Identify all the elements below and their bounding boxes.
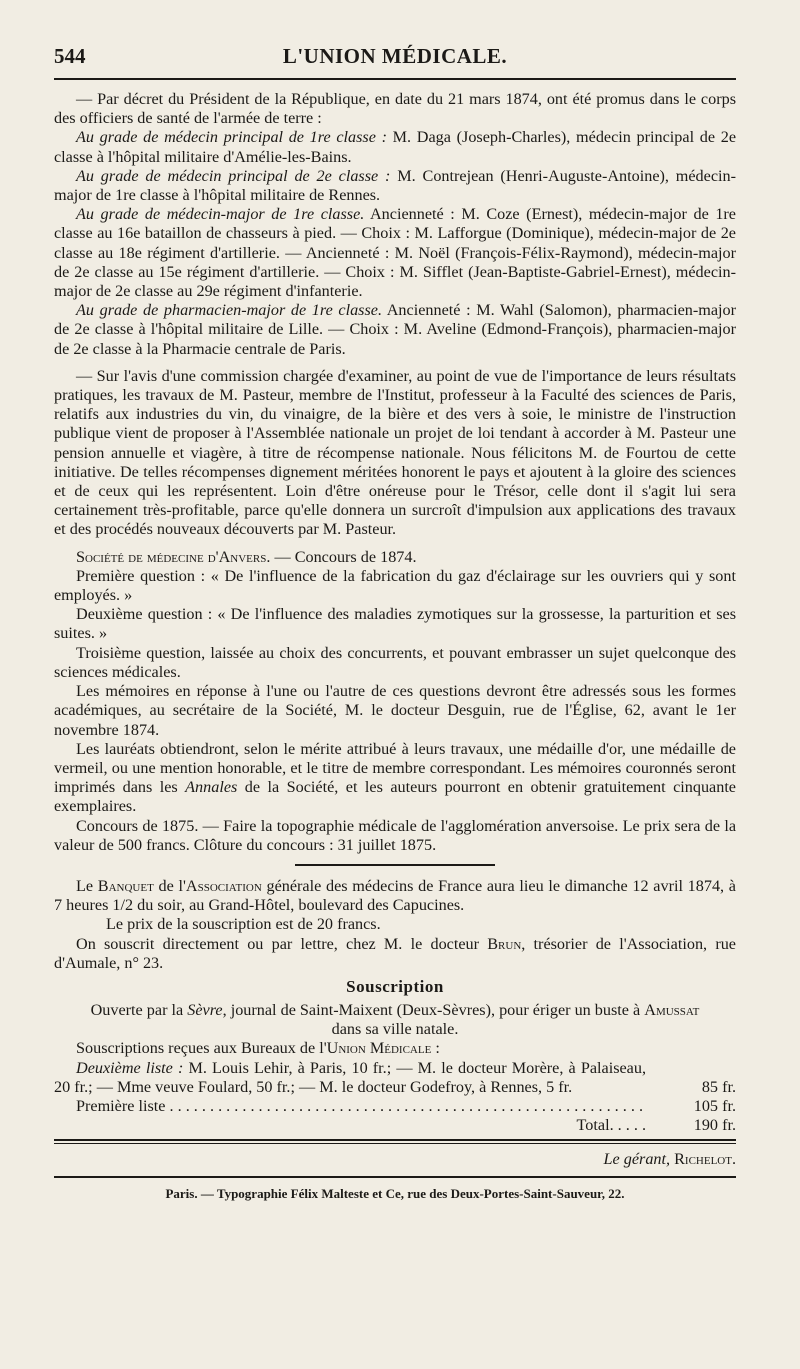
running-head bbox=[54, 44, 736, 70]
received-text: : bbox=[431, 1039, 440, 1058]
decree-paragraph bbox=[54, 205, 736, 301]
decree-grade-text: M. Contrejean (Henri-Auguste-Antoine), médecin-major de 1re classe à l'hôpital militaire de Rennes. bbox=[54, 166, 736, 205]
printer-imprint: Paris. — Typographie Félix Malteste et Ce, rue des Deux-Portes-Saint-Sauveur, 22. bbox=[165, 1185, 625, 1201]
treasurer-name: Brun bbox=[487, 934, 522, 953]
section-divider bbox=[295, 864, 495, 866]
laureates-paragraph bbox=[54, 740, 736, 817]
journal-title: L'UNION MÉDICALE. bbox=[282, 44, 508, 68]
footer-rule bbox=[54, 1176, 736, 1178]
memoirs-paragraph: Les mémoires en réponse à l'une ou l'autre de ces questions devront être adressés sous les formes académiques, au secrétaire de la Société, M. le docteur Desguin, rue de l'Église, 62, avant le 1er novembre 1874. bbox=[54, 682, 736, 739]
decree-grade-label: Au grade de médecin principal de 1re classe : bbox=[76, 128, 387, 147]
banquet-subscribe bbox=[54, 935, 736, 973]
open-text: dans sa ville natale. bbox=[331, 1020, 459, 1039]
decree-intro: — Par décret du Président de la République, en date du 21 mars 1874, ont été promus dans le corps des officiers de santé de l'armée de terre : bbox=[54, 90, 736, 128]
signature bbox=[54, 1150, 736, 1169]
second-list-donors: M. Louis Lehir, à Paris, 10 fr.; — M. le docteur Morère, à Palaiseau, 20 fr.; — Mme veuve Foulard, 50 fr.; — M. le docteur Godefroy, à Rennes, 5 fr. bbox=[54, 1058, 647, 1096]
second-list-label: Deuxième liste : bbox=[76, 1058, 184, 1077]
banquet-word: Banquet bbox=[97, 876, 154, 895]
total-row bbox=[54, 1116, 736, 1135]
laureates-text: de la Société, et les auteurs pourront en obtenir gratuitement cinquante exemplaires. bbox=[54, 778, 736, 816]
question-3: Troisième question, laissée au choix des concurrents, et pouvant embrasser un sujet quelconque des sciences médicales. bbox=[54, 643, 736, 681]
total-amount: 190 fr. bbox=[693, 1116, 736, 1135]
laureates-text: Les lauréats obtiendront, selon le mérite attribué à leurs travaux, une médaille d'or, une médaille de vermeil, ou une mention honorable, et le titre de membre correspondant. Les mémoires couronnés seront imprimés dans les bbox=[54, 739, 736, 797]
decree-grade-label: Au grade de médecin principal de 2e classe : bbox=[76, 166, 391, 185]
banquet-text: générale des médecins de France aura lieu le dimanche 12 avril 1874, à 7 heures 1/2 du soir, au Grand-Hôtel, boulevard des Capucines. bbox=[54, 876, 736, 915]
second-list bbox=[54, 1059, 736, 1097]
gerant-label: Le gérant, bbox=[603, 1150, 671, 1169]
header-rule bbox=[54, 78, 736, 80]
banquet-text: Le bbox=[76, 876, 98, 895]
total-dots: . . . . . bbox=[609, 1116, 646, 1135]
closing-rule bbox=[54, 1139, 736, 1144]
anvers-heading bbox=[54, 548, 736, 567]
pasteur-paragraph: — Sur l'avis d'une commission chargée d'examiner, au point de vue de l'importance de leurs résultats pratiques, les travaux de M. Pasteur, membre de l'Institut, professeur à la Faculté des sciences de Paris, relatifs aux industries du vin, du vinaigre, de la bière et des vers à soie, le ministre de l'instruction publique vient de proposer à l'Assemblée nationale un projet de loi tendant à accorder à M. Pasteur une pension annuelle et viagère, à titre de récompense nationale. Nous félicitons M. de Fourtou de cette initiative. De telles récompenses dignement méritées honorent le pays et ajoutent à la gloire des sciences et de ceux qui les représentent. Loin d'être onéreuse pour le Trésor, celle dont il s'agit lui sera certainement très-profitable, parce qu'elle donnera un surcroît d'impulsion aux applications des travaux et des procédés nouveaux découverts par M. Pasteur. bbox=[54, 366, 736, 539]
banquet-price: Le prix de la souscription est de 20 francs. bbox=[106, 915, 381, 934]
open-text: Ouverte par la bbox=[90, 1000, 188, 1019]
first-list-row bbox=[54, 1097, 736, 1116]
decree-grade-text: M. Daga (Joseph-Charles), médecin principal de 2e classe à l'hôpital militaire d'Amélie-les-Bains. bbox=[54, 128, 737, 166]
subscription-heading: Souscription bbox=[346, 976, 444, 996]
received-text: Souscriptions reçues aux Bureaux de l' bbox=[76, 1039, 327, 1058]
subscription-received bbox=[54, 1039, 736, 1058]
decree-paragraph bbox=[54, 128, 736, 166]
amussat-name: Amussat bbox=[644, 1000, 700, 1019]
decree-grade-text: Ancienneté : M. Coze (Ernest), médecin-major de 1re classe au 16e bataillon de chasseurs à pied. — Choix : M. Lafforgue (Dominique), médecin-major de 2e classe au 18e régiment d'artillerie. — Ancienneté : M. Noël (François-Félix-Raymond), médecin-major de 2e classe au 15e régiment d'artillerie. — Choix : M. Sifflet (Jean-Baptiste-Gabriel-Ernest), médecin-major de 2e classe au 29e régiment d'infanterie. bbox=[54, 205, 736, 301]
decree-grade-label: Au grade de médecin-major de 1re classe. bbox=[76, 205, 365, 224]
society-name: Société de médecine d'Anvers. bbox=[76, 547, 271, 566]
banquet-text: de l' bbox=[153, 876, 186, 895]
second-list-text bbox=[54, 1059, 646, 1097]
annales-title: Annales bbox=[185, 778, 238, 797]
question-1: Première question : « De l'influence de la fabrication du gaz d'éclairage sur les ouvriers qui y sont employés. » bbox=[54, 566, 736, 605]
open-text: , journal de Saint-Maixent (Deux-Sèvres), pour ériger un buste à bbox=[222, 1000, 645, 1019]
second-list-amount: 85 fr. bbox=[701, 1077, 736, 1096]
decree-paragraph bbox=[54, 301, 736, 359]
subscribe-text: On souscrit directement ou par lettre, chez M. le docteur bbox=[76, 934, 488, 953]
first-list-label: Première liste . . . bbox=[54, 1097, 646, 1116]
decree-grade-label: Au grade de pharmacien-major de 1re classe. bbox=[76, 301, 383, 320]
decree-grade-text: Ancienneté : M. Wahl (Salomon), pharmacien-major de 2e classe à l'hôpital militaire de Lille. — Choix : M. Aveline (Edmond-François), pharmacien-major de 2e classe à la Pharmacie centrale de Paris. bbox=[54, 301, 736, 358]
subscribe-text: , trésorier de l'Association, rue d'Aumale, n° 23. bbox=[54, 934, 736, 972]
question-2: Deuxième question : « De l'influence des maladies zymotiques sur la grossesse, la parturition et ses suites. » bbox=[54, 605, 736, 643]
first-list-amount: 105 fr. bbox=[693, 1096, 736, 1115]
journal-name: Sèvre bbox=[187, 1000, 223, 1019]
association-word: Association bbox=[185, 876, 262, 895]
page-number: 544 bbox=[54, 44, 86, 68]
contest-1875: Concours de 1875. — Faire la topographie médicale de l'agglomération anversoise. Le prix sera de la valeur de 500 francs. Clôture du concours : 31 juillet 1875. bbox=[54, 816, 736, 854]
total-label: Total bbox=[576, 1116, 610, 1135]
gerant-name: Richelot. bbox=[674, 1150, 736, 1169]
subscription-open bbox=[54, 1001, 736, 1039]
union-medicale: Union Médicale bbox=[326, 1039, 432, 1058]
contest-title: — Concours de 1874. bbox=[270, 547, 417, 566]
banquet-paragraph bbox=[54, 877, 736, 915]
decree-paragraph bbox=[54, 167, 736, 205]
